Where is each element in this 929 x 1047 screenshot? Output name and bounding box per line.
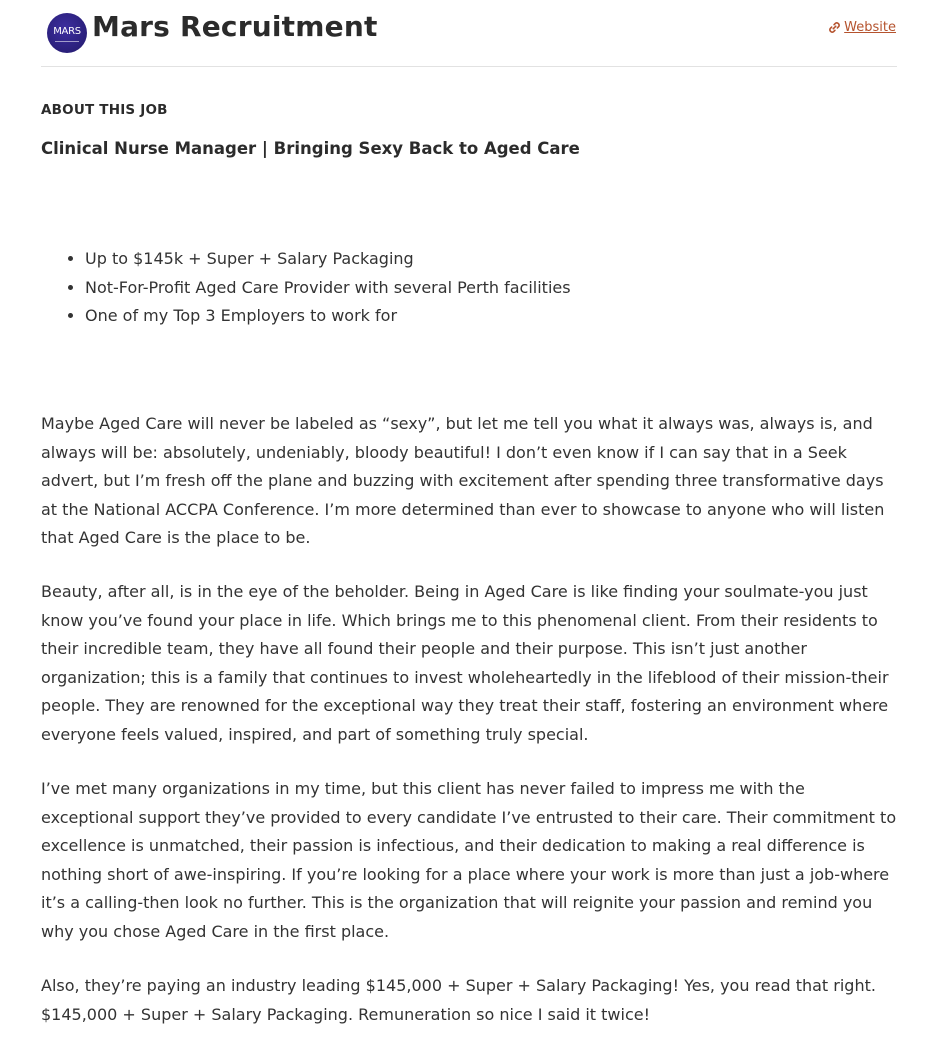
company-header bbox=[41, 0, 897, 67]
list-item: • One of my Top 3 Employers to work for bbox=[85, 302, 571, 331]
website-link-label: Website bbox=[844, 20, 896, 35]
job-highlights-list bbox=[41, 245, 571, 331]
website-link[interactable] bbox=[828, 20, 896, 35]
job-title: Clinical Nurse Manager | Bringing Sexy Back to Aged Care bbox=[41, 139, 580, 158]
logo-text: MARS bbox=[53, 25, 81, 37]
company-name[interactable]: Mars Recruitment bbox=[92, 10, 378, 43]
description-paragraph: Beauty, after all, is in the eye of the beholder. Being in Aged Care is like finding your soulmate-you just know you’ve found your place in life. Which brings me to this phenomenal client. From their residents to their incredible team, they have all found their people and their purpose. This isn’t just another organization; this is a family that continues to invest wholeheartedly in the lifeblood of their mission-their people. They are renowned for the exceptional way they treat their staff, fostering an environment where everyone feels valued, inspired, and part of something truly special. bbox=[41, 582, 889, 744]
list-item: • Up to $145k + Super + Salary Packaging bbox=[85, 245, 571, 274]
description-paragraph: Also, they’re paying an industry leading $145,000 + Super + Salary Packaging! Yes, you read that right. $145,000 + Super + Salary Packaging. Remuneration so nice I said it twice! bbox=[41, 976, 876, 1024]
company-logo[interactable] bbox=[47, 13, 87, 53]
list-item: • Not-For-Profit Aged Care Provider with several Perth facilities bbox=[85, 274, 571, 303]
section-label: ABOUT THIS JOB bbox=[41, 102, 168, 118]
description-paragraph: Maybe Aged Care will never be labeled as “sexy”, but let me tell you what it always was, always is, and always will be: absolutely, undeniably, bloody beautiful! I don’t even know if I can say that in a Seek advert, but I’m fresh off the plane and buzzing with excitement after spending three transformative days at the National ACCPA Conference. I’m more determined than ever to showcase to anyone who will listen that Aged Care is the place to be. bbox=[41, 414, 885, 547]
description-paragraph: I’ve met many organizations in my time, but this client has never failed to impress me with the exceptional support they’ve provided to every candidate I’ve entrusted to their care. Their commitment to excellence is unmatched, their passion is infectious, and their dedication to making a real difference is nothing short of awe-inspiring. If you’re looking for a place where your work is more than just a job-where it’s a calling-then look no further. This is the organization that will reignite your passion and remind you why you chose Aged Care in the first place. bbox=[41, 779, 897, 941]
link-icon bbox=[828, 21, 841, 34]
logo-underline bbox=[55, 41, 79, 42]
